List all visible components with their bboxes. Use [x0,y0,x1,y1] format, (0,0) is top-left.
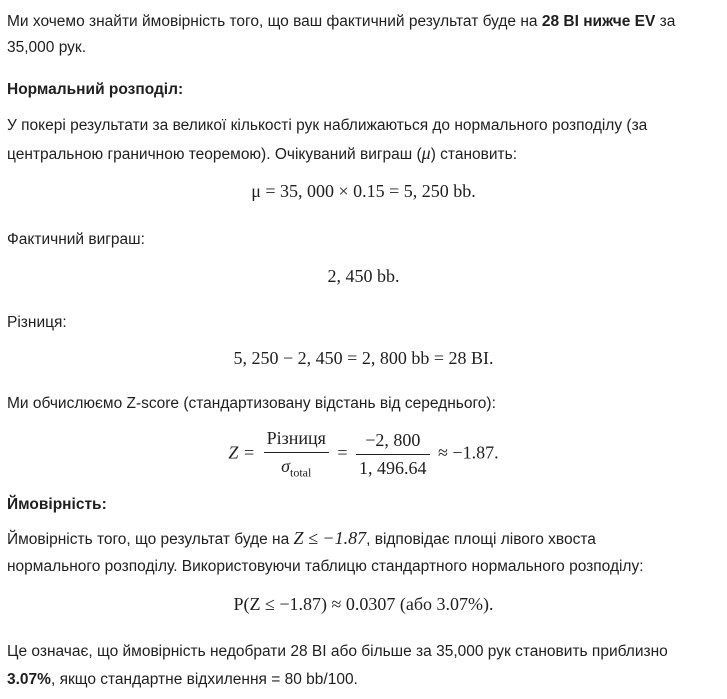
normal-text-end: ) становить: [430,146,518,163]
sigma-subscript: total [290,465,312,480]
sigma-symbol: σ [281,456,291,476]
math-mu: μ [421,143,431,163]
section-heading-probability: Ймовірність: [7,496,107,513]
fraction-values [356,430,430,479]
probability-text-end: , відповідає площі лівого хвоста [366,531,596,548]
intro-bold: 28 BI нижче EV [541,13,656,30]
conclusion-line-1: Це означає, що ймовірність недобрати 28 BI або більше за 35,000 рук становить приблизно [7,643,668,660]
intro-line-1 [7,7,675,36]
zscore-intro: Ми обчислюємо Z-score (стандартизовану відстань від середнього): [7,395,496,412]
fraction-numerator: Різниця [264,428,329,453]
probability-line-2: нормального розподілу. Використовуючи таблицю стандартного нормального розподілу: [7,558,644,575]
equation-zscore [0,428,727,481]
normal-paragraph-line-1: У покері результати за великої кількості рук наближаються до нормального розподілу (за [7,117,648,134]
conclusion-line-2 [7,665,358,694]
z-result: ≈ −1.87. [438,442,499,463]
intro-text: Ми хочемо знайти ймовірність того, що ваш фактичний результат буде на [7,13,542,30]
equation-difference: 5, 250 − 2, 450 = 2, 800 bb = 28 BI. [233,348,494,368]
fraction-denominator [264,453,329,481]
intro-text-end: за [655,13,676,30]
equation-mu: μ = 35, 000 × 0.15 = 5, 250 bb. [251,181,476,201]
difference-label: Різниця: [7,314,67,331]
fraction-difference-over-sigma [264,428,329,481]
math-z-condition: Z ≤ −1.87 [293,528,367,548]
probability-line-1 [7,524,596,554]
intro-line-2: 35,000 рук. [7,39,86,56]
actual-label: Фактичний виграш: [7,231,145,248]
probability-text: Ймовірність того, що результат буде на [7,531,294,548]
conclusion-bold: 3.07% [7,671,51,688]
section-heading-normal: Нормальний розподіл: [7,81,184,98]
z-lhs: Z = [228,442,256,463]
conclusion-text: , якщо стандартне відхилення = 80 bb/100. [50,671,358,688]
equation-actual: 2, 450 bb. [327,266,400,286]
normal-text: центральною граничною теоремою). Очікуваний виграш ( [7,146,422,163]
equation-probability: P(Z ≤ −1.87) ≈ 0.0307 (або 3.07%). [233,594,494,614]
fraction-numerator-value: −2, 800 [356,430,430,455]
normal-paragraph-line-2 [7,139,517,169]
fraction-denominator-value: 1, 496.64 [359,457,427,478]
equals-sign: = [337,442,348,463]
